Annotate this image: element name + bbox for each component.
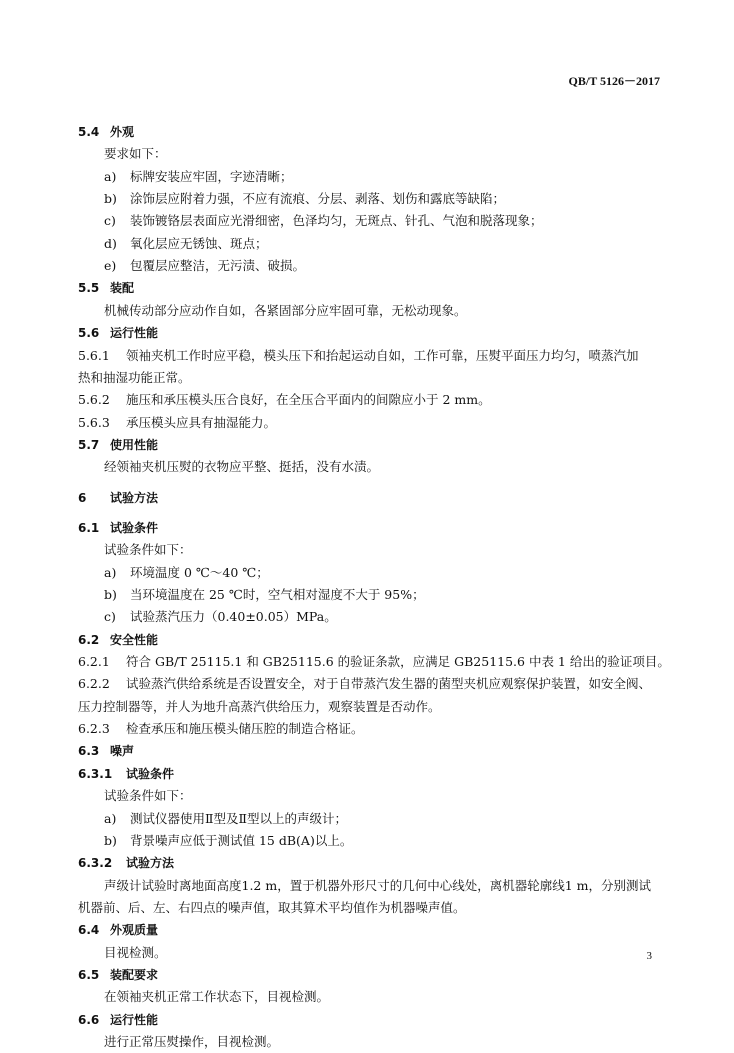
- page-number: 3: [646, 950, 652, 962]
- list-item-label: c): [104, 213, 116, 229]
- clause-number: 6.2.2: [78, 676, 110, 692]
- section-number: 6.3.1: [78, 766, 113, 781]
- section-title: 噪声: [110, 744, 135, 759]
- section-title: 装配: [110, 281, 135, 296]
- paragraph-line: [78, 673, 668, 695]
- paragraph-line: [104, 986, 694, 1008]
- paragraph-text: 承压模头应具有抽湿能力。: [126, 414, 277, 430]
- standard-code: QB/T 5126－2017: [568, 74, 660, 88]
- paragraph-text: 声级计试验时离地面高度1.2 m，置于机器外形尺寸的几何中心线处，离机器轮廓线1 m，分别测试: [104, 877, 651, 893]
- paragraph-text: 目视检测。: [104, 944, 167, 960]
- list-item-text: 环境温度 0 ℃～40 ℃；: [130, 564, 269, 580]
- list-item-text: 标牌安装应牢固，字迹清晰；: [130, 168, 293, 184]
- paragraph-line: [78, 651, 668, 673]
- list-item-text: 装饰镀铬层表面应光滑细密，色泽均匀，无斑点、针孔、气泡和脱落现象；: [130, 213, 543, 229]
- section-number: 6.6: [78, 1012, 100, 1027]
- list-item-text: 包覆层应整洁，无污渍、破损。: [130, 258, 306, 274]
- section-title: 安全性能: [110, 632, 159, 647]
- paragraph-text: 进行正常压熨操作，目视检测。: [104, 1034, 280, 1049]
- paragraph-line: [104, 875, 694, 897]
- section-heading: [78, 322, 668, 344]
- paragraph-line: [104, 942, 694, 964]
- paragraph-line: [104, 785, 694, 807]
- list-item-label: e): [104, 258, 117, 274]
- list-item-label: a): [104, 564, 117, 580]
- section-heading: [78, 763, 668, 785]
- section-heading: [78, 277, 668, 299]
- paragraph-text: 施压和承压模头压合良好，在全压合平面内的间隙应小于 2 mm。: [126, 392, 491, 408]
- paragraph-line: [78, 897, 668, 919]
- list-item: [104, 188, 694, 210]
- list-item: [104, 166, 694, 188]
- list-item-label: b): [104, 587, 117, 602]
- list-item-text: 涂饰层应附着力强，不应有流痕、分层、剥落、划伤和露底等缺陷；: [130, 191, 506, 207]
- section-title: 试验方法: [126, 856, 175, 871]
- paragraph-line: [104, 1031, 694, 1053]
- list-item: [104, 233, 694, 255]
- section-number: 6.4: [78, 923, 100, 938]
- clause-number: 5.6.2: [78, 392, 110, 408]
- section-title: 使用性能: [110, 437, 159, 452]
- section-number: 5.7: [78, 437, 100, 452]
- list-item: [104, 562, 694, 584]
- list-item: [104, 606, 694, 628]
- section-number: 5.4: [78, 125, 100, 139]
- section-heading: [78, 740, 668, 762]
- paragraph-line: [104, 539, 694, 561]
- list-item-label: a): [104, 810, 117, 826]
- paragraph-text: 热和抽湿功能正常。: [78, 369, 191, 385]
- paragraph-text: 符合 GB/T 25115.1 和 GB25115.6 的验证条款，应满足 GB25115.6 中表 1 给出的验证项目。: [126, 654, 670, 670]
- paragraph-line: [78, 367, 668, 389]
- section-heading: [78, 852, 668, 874]
- paragraph-text: 机械传动部分应动作自如，各紧固部分应牢固可靠，无松动现象。: [104, 302, 467, 318]
- paragraph-line: [78, 412, 668, 434]
- section-number: 6.3: [78, 744, 100, 759]
- paragraph-text: 检查承压和施压模头储压腔的制造合格证。: [126, 721, 364, 737]
- section-number: 6: [78, 490, 87, 505]
- section-heading: [78, 919, 668, 941]
- paragraph-text: 机器前、后、左、右四点的噪声值，取其算术平均值作为机器噪声值。: [78, 899, 466, 915]
- section-title: 试验条件: [110, 520, 159, 535]
- section-title: 外观质量: [110, 923, 159, 938]
- list-item: [104, 255, 694, 277]
- paragraph-text: 试验条件如下：: [104, 542, 192, 558]
- section-number: 6.3.2: [78, 856, 113, 871]
- list-item-label: b): [104, 191, 117, 207]
- section-title: 试验方法: [110, 490, 159, 505]
- list-item-label: d): [104, 235, 117, 251]
- list-item-text: 氧化层应无锈蚀、斑点；: [130, 235, 268, 251]
- paragraph-line: [104, 456, 694, 478]
- section-title: 外观: [110, 125, 135, 139]
- paragraph-text: 在领袖夹机正常工作状态下，目视检测。: [104, 989, 330, 1005]
- list-item-label: b): [104, 832, 117, 848]
- list-item: [104, 210, 694, 232]
- paragraph-text: 领袖夹机工作时应平稳，模头压下和抬起运动自如，工作可靠，压熨平面压力均匀，喷蒸汽加: [126, 347, 639, 363]
- paragraph-text: 压力控制器等，并人为地升高蒸汽供给压力，观察装置是否动作。: [78, 698, 441, 714]
- paragraph-text: 试验蒸汽供给系统是否设置安全，对于自带蒸汽发生器的菌型夹机应观察保护装置，如安全阀、: [126, 676, 652, 692]
- list-item-label: c): [104, 609, 116, 625]
- section-number: 6.5: [78, 967, 100, 982]
- section-heading: [78, 434, 668, 456]
- list-item: [104, 830, 694, 852]
- list-item-text: 当环境温度在 25 ℃时，空气相对湿度不大于 95%；: [130, 587, 425, 602]
- section-title: 装配要求: [110, 967, 159, 982]
- paragraph-line: [104, 300, 694, 322]
- section-title: 试验条件: [126, 766, 175, 781]
- paragraph-line: [78, 718, 668, 740]
- list-item: [104, 808, 694, 830]
- section-heading: [78, 629, 668, 651]
- list-item-text: 背景噪声应低于测试值 15 dB(A)以上。: [130, 832, 353, 848]
- section-number: 6.1: [78, 520, 100, 535]
- clause-number: 5.6.3: [78, 414, 110, 430]
- list-item-text: 试验蒸汽压力（0.40±0.05）MPa。: [130, 609, 337, 625]
- paragraph-text: 试验条件如下：: [104, 788, 192, 804]
- section-heading: [78, 487, 668, 509]
- list-item-label: a): [104, 168, 117, 184]
- section-heading: [78, 964, 668, 986]
- list-item: [104, 584, 694, 606]
- section-number: 5.5: [78, 281, 100, 296]
- clause-number: 6.2.1: [78, 654, 110, 670]
- clause-number: 5.6.1: [78, 347, 110, 363]
- paragraph-line: [78, 345, 668, 367]
- list-item-text: 测试仪器使用Ⅱ型及Ⅱ型以上的声级计；: [130, 810, 347, 826]
- paragraph-text: 经领袖夹机压熨的衣物应平整、挺括，没有水渍。: [104, 459, 380, 475]
- section-number: 5.6: [78, 326, 100, 341]
- paragraph-line: [78, 389, 668, 411]
- section-title: 运行性能: [110, 1012, 159, 1027]
- section-heading: [78, 121, 668, 143]
- paragraph-text: 要求如下：: [104, 146, 167, 162]
- section-heading: [78, 517, 668, 539]
- section-title: 运行性能: [110, 326, 159, 341]
- paragraph-line: [78, 696, 668, 718]
- paragraph-line: [104, 143, 694, 165]
- section-number: 6.2: [78, 632, 100, 647]
- clause-number: 6.2.3: [78, 721, 110, 737]
- section-heading: [78, 1009, 668, 1031]
